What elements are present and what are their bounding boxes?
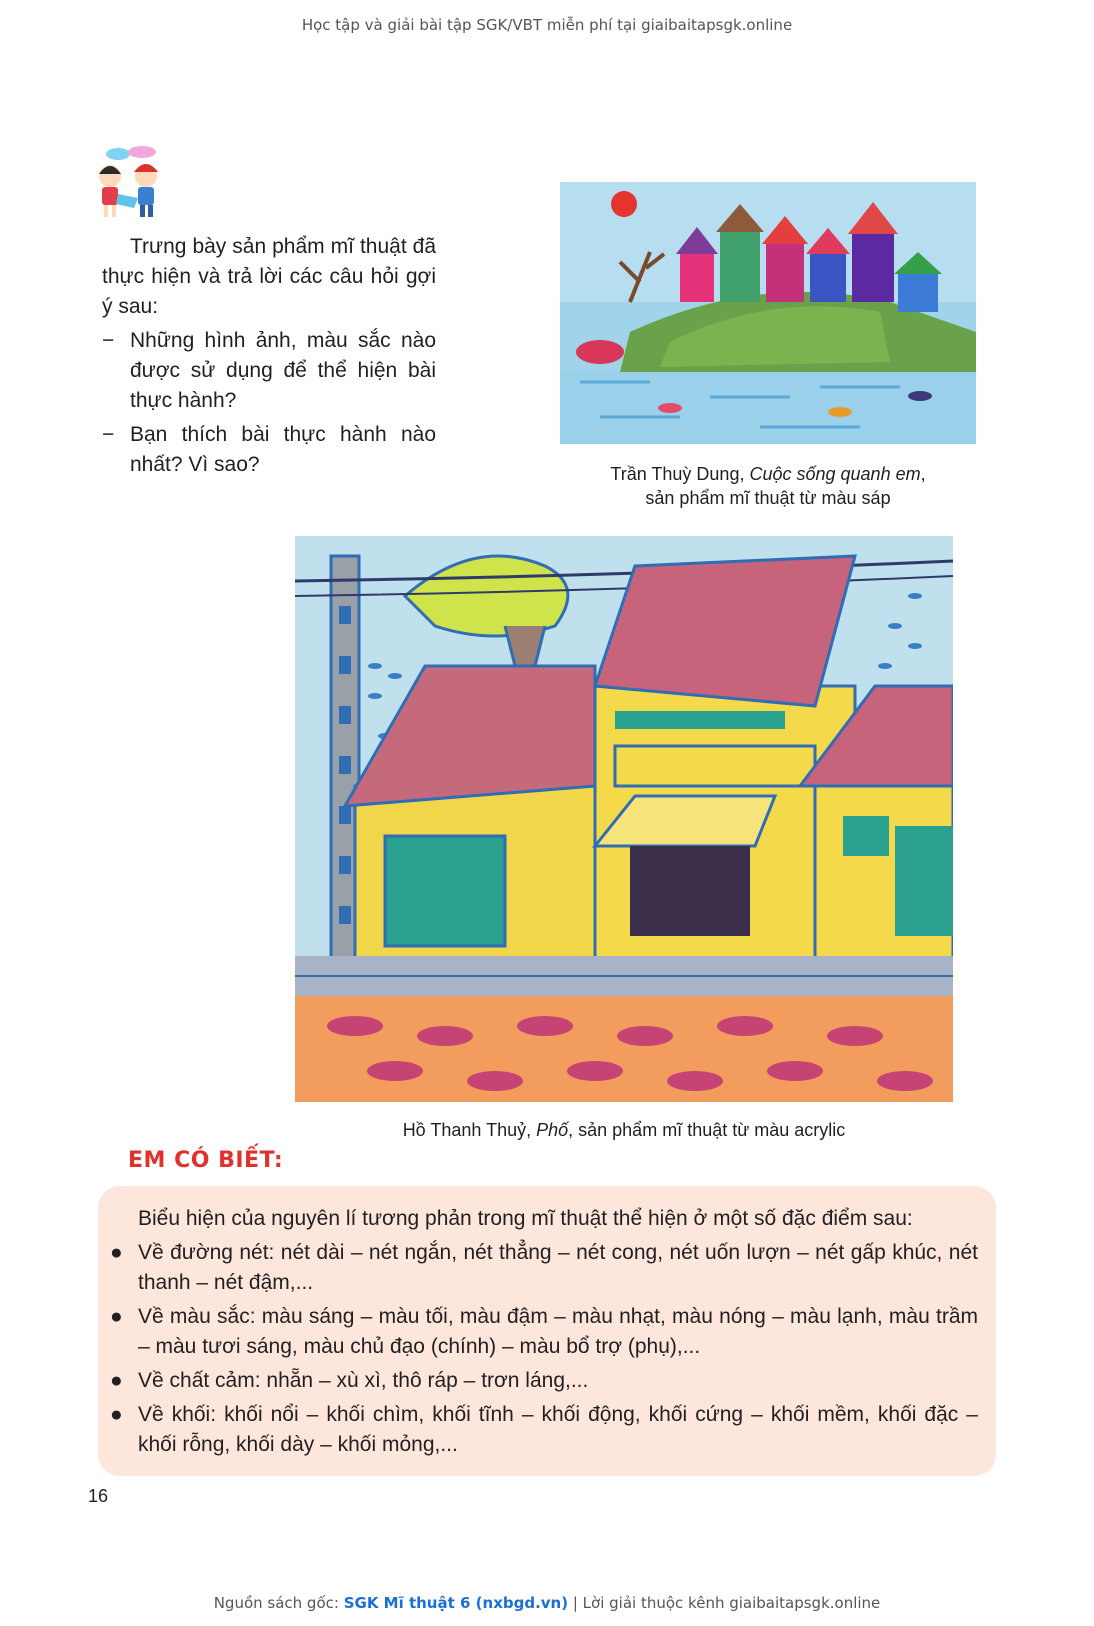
header-note: Học tập và giải bài tập SGK/VBT miễn phí tại giaibaitapsgk.online: [301, 16, 793, 34]
artwork1-caption: [560, 462, 976, 510]
question-item: [102, 326, 436, 416]
bullet-icon: ●: [110, 1369, 123, 1392]
artwork-title: Cuộc sống quanh em: [749, 464, 921, 484]
question-text: Những hình ảnh, màu sắc nào được sử dụng để thể hiện bài thực hành?: [130, 329, 436, 412]
footer-source-link[interactable]: SGK Mĩ thuật 6 (nxbgd.vn): [343, 1594, 569, 1612]
footer-suffix: | Lời giải thuộc kênh giaibaitapsgk.online: [568, 1594, 881, 1612]
list-item: [110, 1400, 978, 1460]
intro-paragraph: Trưng bày sản phẩm mĩ thuật đã thực hiện và trả lời các câu hỏi gợi ý sau:: [102, 235, 436, 318]
intro-section: [102, 232, 436, 480]
artwork-author: Hồ Thanh Thuỷ,: [402, 1120, 537, 1140]
bullet-icon: ●: [110, 1241, 123, 1264]
list-item-text: Về màu sắc: màu sáng – màu tối, màu đậm – màu nhạt, màu nóng – màu lạnh, màu trầm – màu tươi sáng, màu chủ đạo (chính) – màu bổ trợ (phụ),...: [138, 1305, 978, 1358]
did-you-know-title: EM CÓ BIẾT:: [128, 1148, 284, 1173]
artwork-title: Phố: [536, 1120, 569, 1140]
artwork-description: , sản phẩm mĩ thuật từ màu acrylic: [568, 1120, 846, 1140]
footer-prefix: Nguồn sách gốc:: [213, 1594, 344, 1612]
question-item: [102, 420, 436, 480]
list-item-text: Về chất cảm: nhẵn – xù xì, thô ráp – trơn láng,...: [138, 1369, 589, 1392]
list-item-text: Về khối: khối nổi – khối chìm, khối tĩnh – khối động, khối cứng – khối mềm, khối đặc – khối rỗng, khối dày – khối mỏng,...: [138, 1403, 978, 1456]
artwork2-caption: [295, 1120, 953, 1141]
list-item: [110, 1302, 978, 1362]
footer-note: [0, 1594, 1094, 1612]
caption-line-2: sản phẩm mĩ thuật từ màu sáp: [645, 488, 891, 508]
list-item: [110, 1238, 978, 1298]
artwork-acrylic-painting: [295, 536, 953, 1102]
artwork-author: Trần Thuỳ Dung,: [610, 464, 750, 484]
bullet-icon: ●: [110, 1305, 123, 1328]
caption-punctuation: ,: [920, 464, 926, 484]
list-item: [110, 1366, 978, 1396]
children-mascot-icon: [88, 146, 174, 224]
list-item-text: Về đường nét: nét dài – nét ngắn, nét thẳng – nét cong, nét uốn lượn – nét gấp khúc, nét thanh – nét đậm,...: [138, 1241, 978, 1294]
bullet-icon: ●: [110, 1403, 123, 1426]
question-text: Bạn thích bài thực hành nào nhất? Vì sao?: [130, 423, 436, 476]
did-you-know-lead: Biểu hiện của nguyên lí tương phản trong mĩ thuật thể hiện ở một số đặc điểm sau:: [138, 1207, 913, 1230]
page-number: 16: [88, 1486, 109, 1506]
artwork-crayon-painting: [560, 182, 976, 444]
caption-line: [560, 462, 976, 486]
dash-marker: −: [102, 423, 115, 446]
dash-marker: −: [102, 329, 115, 352]
